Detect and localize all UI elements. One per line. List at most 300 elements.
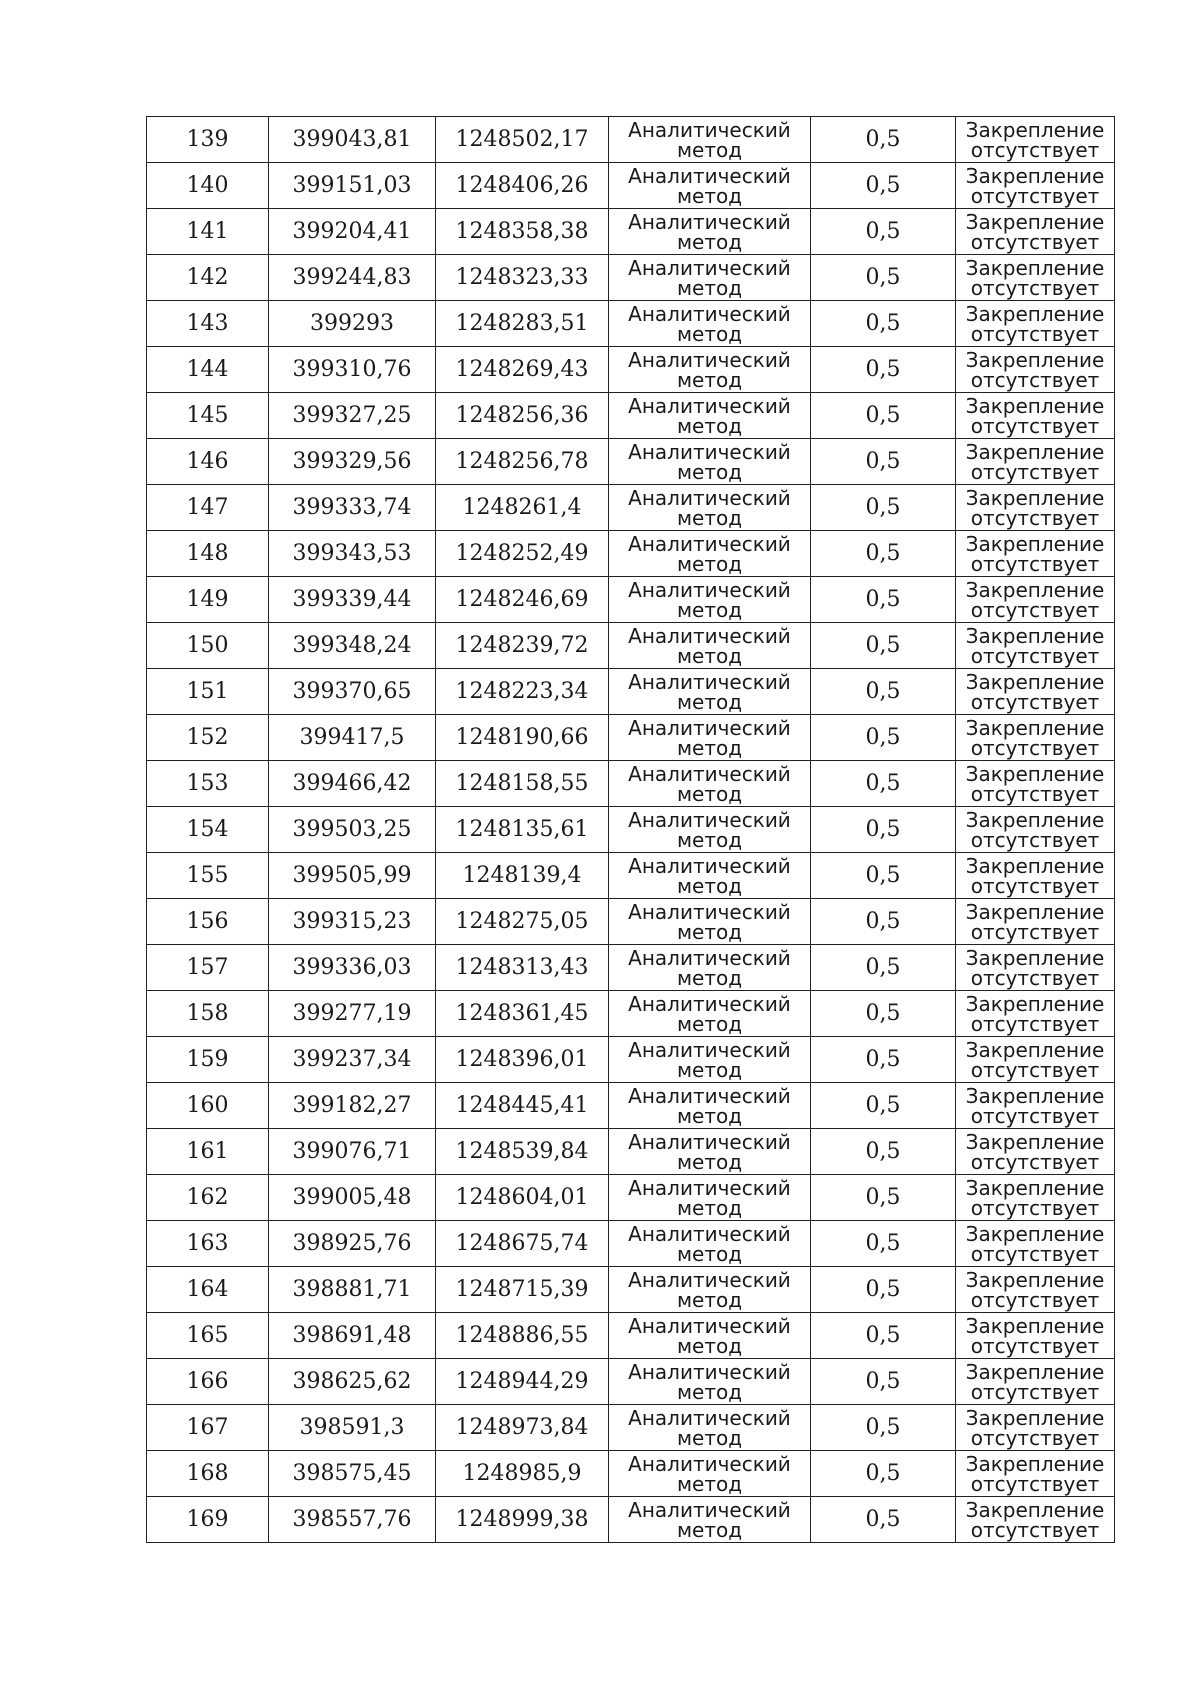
point-number-cell: 156 xyxy=(147,899,269,945)
point-number-cell: 168 xyxy=(147,1451,269,1497)
fixation-cell xyxy=(956,117,1115,163)
method-line-1: Аналитический xyxy=(628,531,791,556)
fixation-line-1: Закрепление xyxy=(965,1405,1105,1430)
fixation-line-2: отсутствует xyxy=(970,321,1100,346)
method-line-1: Аналитический xyxy=(628,853,791,878)
method-cell xyxy=(609,715,811,761)
fixation-cell xyxy=(956,163,1115,209)
fixation-cell xyxy=(956,761,1115,807)
fixation-line-2: отсутствует xyxy=(970,229,1100,254)
point-number-cell: 154 xyxy=(147,807,269,853)
fixation-line-2: отсутствует xyxy=(970,781,1100,806)
table-row xyxy=(147,945,1115,991)
x-coordinate-cell: 399336,03 xyxy=(269,945,436,991)
x-coordinate-cell: 399339,44 xyxy=(269,577,436,623)
point-number-cell: 158 xyxy=(147,991,269,1037)
point-number-cell: 148 xyxy=(147,531,269,577)
fixation-line-1: Закрепление xyxy=(965,945,1105,970)
y-coordinate-cell: 1248502,17 xyxy=(436,117,609,163)
accuracy-cell: 0,5 xyxy=(811,853,956,899)
method-cell xyxy=(609,393,811,439)
accuracy-cell: 0,5 xyxy=(811,945,956,991)
fixation-line-1: Закрепление xyxy=(965,393,1105,418)
fixation-cell xyxy=(956,1497,1115,1543)
method-cell xyxy=(609,1037,811,1083)
fixation-line-1: Закрепление xyxy=(965,1129,1105,1154)
accuracy-cell: 0,5 xyxy=(811,163,956,209)
fixation-line-1: Закрепление xyxy=(965,1359,1105,1384)
y-coordinate-cell: 1248973,84 xyxy=(436,1405,609,1451)
coordinates-table-body xyxy=(147,117,1115,1543)
method-line-1: Аналитический xyxy=(628,1083,791,1108)
accuracy-cell: 0,5 xyxy=(811,439,956,485)
fixation-line-2: отсутствует xyxy=(970,1471,1100,1496)
table-row xyxy=(147,347,1115,393)
table-row xyxy=(147,485,1115,531)
method-cell xyxy=(609,301,811,347)
x-coordinate-cell: 399293 xyxy=(269,301,436,347)
fixation-line-1: Закрепление xyxy=(965,1451,1105,1476)
y-coordinate-cell: 1248944,29 xyxy=(436,1359,609,1405)
fixation-line-2: отсутствует xyxy=(970,1241,1100,1266)
fixation-line-1: Закрепление xyxy=(965,623,1105,648)
accuracy-cell: 0,5 xyxy=(811,761,956,807)
table-row xyxy=(147,117,1115,163)
y-coordinate-cell: 1248999,38 xyxy=(436,1497,609,1543)
accuracy-cell: 0,5 xyxy=(811,1129,956,1175)
point-number-cell: 146 xyxy=(147,439,269,485)
accuracy-cell: 0,5 xyxy=(811,255,956,301)
method-line-2: метод xyxy=(676,505,743,530)
point-number-cell: 151 xyxy=(147,669,269,715)
method-line-1: Аналитический xyxy=(628,163,791,188)
method-line-2: метод xyxy=(676,1103,743,1128)
y-coordinate-cell: 1248886,55 xyxy=(436,1313,609,1359)
accuracy-cell: 0,5 xyxy=(811,1359,956,1405)
method-cell xyxy=(609,899,811,945)
method-line-2: метод xyxy=(676,781,743,806)
accuracy-cell: 0,5 xyxy=(811,1221,956,1267)
point-number-cell: 161 xyxy=(147,1129,269,1175)
fixation-cell xyxy=(956,393,1115,439)
coordinates-table xyxy=(146,116,1115,1543)
table-row xyxy=(147,1359,1115,1405)
method-line-2: метод xyxy=(676,1011,743,1036)
x-coordinate-cell: 399043,81 xyxy=(269,117,436,163)
method-line-2: метод xyxy=(676,367,743,392)
method-line-1: Аналитический xyxy=(628,1405,791,1430)
method-line-2: метод xyxy=(676,1057,743,1082)
method-line-1: Аналитический xyxy=(628,209,791,234)
fixation-cell xyxy=(956,899,1115,945)
fixation-line-2: отсутствует xyxy=(970,1379,1100,1404)
fixation-line-1: Закрепление xyxy=(965,1313,1105,1338)
method-cell xyxy=(609,1451,811,1497)
method-line-2: метод xyxy=(676,229,743,254)
table-row xyxy=(147,393,1115,439)
y-coordinate-cell: 1248158,55 xyxy=(436,761,609,807)
x-coordinate-cell: 399237,34 xyxy=(269,1037,436,1083)
table-row xyxy=(147,991,1115,1037)
fixation-line-1: Закрепление xyxy=(965,347,1105,372)
fixation-cell xyxy=(956,1359,1115,1405)
method-line-1: Аналитический xyxy=(628,1313,791,1338)
accuracy-cell: 0,5 xyxy=(811,1405,956,1451)
y-coordinate-cell: 1248675,74 xyxy=(436,1221,609,1267)
method-line-2: метод xyxy=(676,1195,743,1220)
method-cell xyxy=(609,485,811,531)
y-coordinate-cell: 1248445,41 xyxy=(436,1083,609,1129)
accuracy-cell: 0,5 xyxy=(811,347,956,393)
method-cell xyxy=(609,255,811,301)
method-cell xyxy=(609,761,811,807)
fixation-line-1: Закрепление xyxy=(965,531,1105,556)
accuracy-cell: 0,5 xyxy=(811,209,956,255)
fixation-cell xyxy=(956,991,1115,1037)
y-coordinate-cell: 1248358,38 xyxy=(436,209,609,255)
fixation-line-2: отсутствует xyxy=(970,597,1100,622)
point-number-cell: 166 xyxy=(147,1359,269,1405)
y-coordinate-cell: 1248223,34 xyxy=(436,669,609,715)
fixation-line-2: отсутствует xyxy=(970,551,1100,576)
x-coordinate-cell: 399333,74 xyxy=(269,485,436,531)
fixation-line-1: Закрепление xyxy=(965,117,1105,142)
fixation-line-1: Закрепление xyxy=(965,1497,1105,1522)
fixation-cell xyxy=(956,1129,1115,1175)
method-line-1: Аналитический xyxy=(628,1451,791,1476)
y-coordinate-cell: 1248275,05 xyxy=(436,899,609,945)
table-row xyxy=(147,577,1115,623)
fixation-line-2: отсутствует xyxy=(970,1103,1100,1128)
point-number-cell: 141 xyxy=(147,209,269,255)
y-coordinate-cell: 1248313,43 xyxy=(436,945,609,991)
table-row xyxy=(147,439,1115,485)
table-row xyxy=(147,761,1115,807)
method-line-1: Аналитический xyxy=(628,669,791,694)
accuracy-cell: 0,5 xyxy=(811,715,956,761)
method-line-2: метод xyxy=(676,275,743,300)
accuracy-cell: 0,5 xyxy=(811,117,956,163)
table-row xyxy=(147,1405,1115,1451)
fixation-line-2: отсутствует xyxy=(970,643,1100,668)
fixation-line-1: Закрепление xyxy=(965,669,1105,694)
accuracy-cell: 0,5 xyxy=(811,1267,956,1313)
method-cell xyxy=(609,1359,811,1405)
point-number-cell: 162 xyxy=(147,1175,269,1221)
y-coordinate-cell: 1248269,43 xyxy=(436,347,609,393)
table-row xyxy=(147,1175,1115,1221)
fixation-cell xyxy=(956,623,1115,669)
method-line-2: метод xyxy=(676,689,743,714)
method-line-1: Аналитический xyxy=(628,1359,791,1384)
y-coordinate-cell: 1248539,84 xyxy=(436,1129,609,1175)
y-coordinate-cell: 1248715,39 xyxy=(436,1267,609,1313)
method-line-2: метод xyxy=(676,643,743,668)
method-line-1: Аналитический xyxy=(628,1267,791,1292)
x-coordinate-cell: 398625,62 xyxy=(269,1359,436,1405)
point-number-cell: 167 xyxy=(147,1405,269,1451)
method-line-1: Аналитический xyxy=(628,761,791,786)
fixation-line-1: Закрепление xyxy=(965,1175,1105,1200)
fixation-cell xyxy=(956,1267,1115,1313)
x-coordinate-cell: 399005,48 xyxy=(269,1175,436,1221)
table-row xyxy=(147,899,1115,945)
method-cell xyxy=(609,117,811,163)
x-coordinate-cell: 398925,76 xyxy=(269,1221,436,1267)
table-row xyxy=(147,1083,1115,1129)
method-line-1: Аналитический xyxy=(628,623,791,648)
y-coordinate-cell: 1248283,51 xyxy=(436,301,609,347)
fixation-line-1: Закрепление xyxy=(965,439,1105,464)
table-row xyxy=(147,255,1115,301)
method-line-1: Аналитический xyxy=(628,1497,791,1522)
method-cell xyxy=(609,531,811,577)
table-row xyxy=(147,1451,1115,1497)
table-row xyxy=(147,209,1115,255)
method-line-2: метод xyxy=(676,735,743,760)
point-number-cell: 164 xyxy=(147,1267,269,1313)
accuracy-cell: 0,5 xyxy=(811,1497,956,1543)
x-coordinate-cell: 398557,76 xyxy=(269,1497,436,1543)
x-coordinate-cell: 399370,65 xyxy=(269,669,436,715)
fixation-line-2: отсутствует xyxy=(970,275,1100,300)
fixation-line-1: Закрепление xyxy=(965,715,1105,740)
fixation-cell xyxy=(956,577,1115,623)
fixation-line-2: отсутствует xyxy=(970,137,1100,162)
x-coordinate-cell: 399076,71 xyxy=(269,1129,436,1175)
method-line-1: Аналитический xyxy=(628,255,791,280)
x-coordinate-cell: 399505,99 xyxy=(269,853,436,899)
accuracy-cell: 0,5 xyxy=(811,669,956,715)
method-cell xyxy=(609,1175,811,1221)
table-row xyxy=(147,1037,1115,1083)
fixation-line-1: Закрепление xyxy=(965,1267,1105,1292)
accuracy-cell: 0,5 xyxy=(811,1313,956,1359)
fixation-line-2: отсутствует xyxy=(970,1425,1100,1450)
fixation-line-1: Закрепление xyxy=(965,991,1105,1016)
y-coordinate-cell: 1248985,9 xyxy=(436,1451,609,1497)
fixation-line-2: отсутствует xyxy=(970,1011,1100,1036)
method-line-1: Аналитический xyxy=(628,899,791,924)
fixation-cell xyxy=(956,531,1115,577)
fixation-line-1: Закрепление xyxy=(965,209,1105,234)
fixation-line-2: отсутствует xyxy=(970,1195,1100,1220)
fixation-line-2: отсутствует xyxy=(970,505,1100,530)
y-coordinate-cell: 1248323,33 xyxy=(436,255,609,301)
method-cell xyxy=(609,1405,811,1451)
y-coordinate-cell: 1248139,4 xyxy=(436,853,609,899)
fixation-cell xyxy=(956,853,1115,899)
y-coordinate-cell: 1248135,61 xyxy=(436,807,609,853)
fixation-cell xyxy=(956,1037,1115,1083)
method-line-1: Аналитический xyxy=(628,945,791,970)
fixation-line-2: отсутствует xyxy=(970,367,1100,392)
method-line-2: метод xyxy=(676,1333,743,1358)
point-number-cell: 163 xyxy=(147,1221,269,1267)
point-number-cell: 142 xyxy=(147,255,269,301)
method-line-2: метод xyxy=(676,827,743,852)
fixation-cell xyxy=(956,255,1115,301)
fixation-cell xyxy=(956,301,1115,347)
method-line-2: метод xyxy=(676,1287,743,1312)
method-cell xyxy=(609,1497,811,1543)
x-coordinate-cell: 399277,19 xyxy=(269,991,436,1037)
table-row xyxy=(147,163,1115,209)
fixation-line-2: отсутствует xyxy=(970,1517,1100,1542)
x-coordinate-cell: 398691,48 xyxy=(269,1313,436,1359)
table-row xyxy=(147,669,1115,715)
point-number-cell: 150 xyxy=(147,623,269,669)
method-line-2: метод xyxy=(676,459,743,484)
fixation-cell xyxy=(956,1221,1115,1267)
fixation-cell xyxy=(956,715,1115,761)
fixation-line-1: Закрепление xyxy=(965,1083,1105,1108)
method-line-2: метод xyxy=(676,321,743,346)
method-line-2: метод xyxy=(676,919,743,944)
method-line-1: Аналитический xyxy=(628,1129,791,1154)
point-number-cell: 143 xyxy=(147,301,269,347)
point-number-cell: 169 xyxy=(147,1497,269,1543)
method-line-1: Аналитический xyxy=(628,1221,791,1246)
x-coordinate-cell: 399244,83 xyxy=(269,255,436,301)
method-cell xyxy=(609,1267,811,1313)
accuracy-cell: 0,5 xyxy=(811,485,956,531)
x-coordinate-cell: 398881,71 xyxy=(269,1267,436,1313)
point-number-cell: 145 xyxy=(147,393,269,439)
method-line-2: метод xyxy=(676,1471,743,1496)
accuracy-cell: 0,5 xyxy=(811,393,956,439)
x-coordinate-cell: 399310,76 xyxy=(269,347,436,393)
fixation-line-1: Закрепление xyxy=(965,163,1105,188)
point-number-cell: 153 xyxy=(147,761,269,807)
fixation-line-2: отсутствует xyxy=(970,689,1100,714)
method-line-2: метод xyxy=(676,965,743,990)
fixation-line-2: отсутствует xyxy=(970,183,1100,208)
method-line-1: Аналитический xyxy=(628,485,791,510)
method-line-2: метод xyxy=(676,873,743,898)
fixation-line-2: отсутствует xyxy=(970,1333,1100,1358)
method-cell xyxy=(609,577,811,623)
fixation-line-1: Закрепление xyxy=(965,255,1105,280)
fixation-line-1: Закрепление xyxy=(965,577,1105,602)
table-row xyxy=(147,1221,1115,1267)
table-row xyxy=(147,807,1115,853)
x-coordinate-cell: 399327,25 xyxy=(269,393,436,439)
accuracy-cell: 0,5 xyxy=(811,1451,956,1497)
method-line-1: Аналитический xyxy=(628,577,791,602)
table-row xyxy=(147,1129,1115,1175)
x-coordinate-cell: 399343,53 xyxy=(269,531,436,577)
method-line-2: метод xyxy=(676,183,743,208)
method-line-2: метод xyxy=(676,1425,743,1450)
fixation-line-2: отсутствует xyxy=(970,459,1100,484)
accuracy-cell: 0,5 xyxy=(811,1037,956,1083)
fixation-cell xyxy=(956,1405,1115,1451)
fixation-line-2: отсутствует xyxy=(970,965,1100,990)
y-coordinate-cell: 1248246,69 xyxy=(436,577,609,623)
point-number-cell: 157 xyxy=(147,945,269,991)
table-row xyxy=(147,1267,1115,1313)
fixation-line-1: Закрепление xyxy=(965,853,1105,878)
point-number-cell: 152 xyxy=(147,715,269,761)
table-row xyxy=(147,301,1115,347)
fixation-cell xyxy=(956,669,1115,715)
y-coordinate-cell: 1248261,4 xyxy=(436,485,609,531)
fixation-line-1: Закрепление xyxy=(965,761,1105,786)
fixation-line-1: Закрепление xyxy=(965,485,1105,510)
method-line-2: метод xyxy=(676,551,743,576)
fixation-line-1: Закрепление xyxy=(965,1221,1105,1246)
table-row xyxy=(147,623,1115,669)
fixation-line-2: отсутствует xyxy=(970,1287,1100,1312)
method-cell xyxy=(609,853,811,899)
method-line-2: метод xyxy=(676,1379,743,1404)
x-coordinate-cell: 399204,41 xyxy=(269,209,436,255)
method-line-1: Аналитический xyxy=(628,393,791,418)
fixation-line-2: отсутствует xyxy=(970,735,1100,760)
y-coordinate-cell: 1248396,01 xyxy=(436,1037,609,1083)
fixation-cell xyxy=(956,485,1115,531)
accuracy-cell: 0,5 xyxy=(811,623,956,669)
fixation-line-1: Закрепление xyxy=(965,301,1105,326)
point-number-cell: 140 xyxy=(147,163,269,209)
method-cell xyxy=(609,439,811,485)
method-line-1: Аналитический xyxy=(628,1175,791,1200)
method-cell xyxy=(609,807,811,853)
point-number-cell: 165 xyxy=(147,1313,269,1359)
method-cell xyxy=(609,945,811,991)
fixation-line-2: отсутствует xyxy=(970,1057,1100,1082)
method-cell xyxy=(609,1083,811,1129)
accuracy-cell: 0,5 xyxy=(811,1175,956,1221)
fixation-line-1: Закрепление xyxy=(965,899,1105,924)
fixation-line-2: отсутствует xyxy=(970,1149,1100,1174)
accuracy-cell: 0,5 xyxy=(811,807,956,853)
point-number-cell: 159 xyxy=(147,1037,269,1083)
y-coordinate-cell: 1248190,66 xyxy=(436,715,609,761)
method-cell xyxy=(609,1221,811,1267)
fixation-line-2: отсутствует xyxy=(970,827,1100,852)
y-coordinate-cell: 1248406,26 xyxy=(436,163,609,209)
y-coordinate-cell: 1248256,36 xyxy=(436,393,609,439)
method-line-1: Аналитический xyxy=(628,301,791,326)
point-number-cell: 144 xyxy=(147,347,269,393)
y-coordinate-cell: 1248239,72 xyxy=(436,623,609,669)
method-line-1: Аналитический xyxy=(628,991,791,1016)
fixation-cell xyxy=(956,439,1115,485)
y-coordinate-cell: 1248252,49 xyxy=(436,531,609,577)
y-coordinate-cell: 1248361,45 xyxy=(436,991,609,1037)
point-number-cell: 149 xyxy=(147,577,269,623)
method-line-1: Аналитический xyxy=(628,715,791,740)
fixation-cell xyxy=(956,347,1115,393)
method-line-2: метод xyxy=(676,597,743,622)
point-number-cell: 139 xyxy=(147,117,269,163)
x-coordinate-cell: 399466,42 xyxy=(269,761,436,807)
accuracy-cell: 0,5 xyxy=(811,531,956,577)
method-line-2: метод xyxy=(676,413,743,438)
fixation-cell xyxy=(956,1451,1115,1497)
fixation-line-2: отсутствует xyxy=(970,919,1100,944)
method-cell xyxy=(609,1313,811,1359)
y-coordinate-cell: 1248256,78 xyxy=(436,439,609,485)
point-number-cell: 155 xyxy=(147,853,269,899)
table-row xyxy=(147,1497,1115,1543)
method-cell xyxy=(609,347,811,393)
fixation-cell xyxy=(956,807,1115,853)
fixation-line-1: Закрепление xyxy=(965,807,1105,832)
fixation-cell xyxy=(956,1083,1115,1129)
